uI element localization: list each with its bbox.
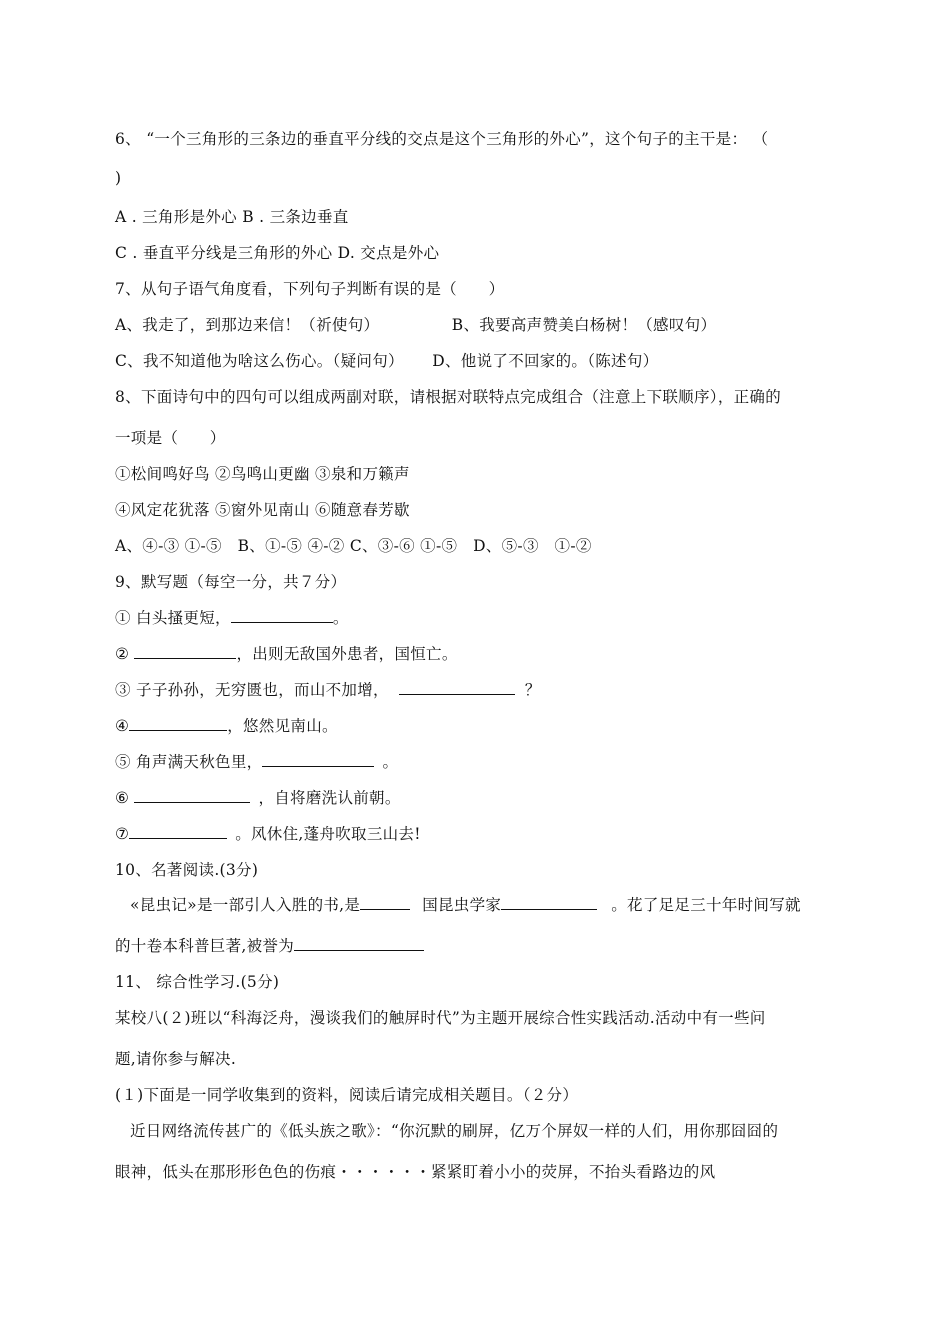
- q8-items-1: ①松间鸣好鸟 ②鸟鸣山更幽 ③泉和万籁声: [115, 465, 410, 483]
- q9-line-5: [115, 750, 398, 772]
- q7-option-d: D、他说了不回家的。（陈述句）: [432, 352, 659, 370]
- q11-paragraph-2: 题,请你参与解决.: [115, 1050, 237, 1068]
- q11-subquestion-1: (１)下面是一同学收集到的资料，阅读后请完成相关题目。（２分）: [115, 1086, 579, 1104]
- q9-line-3: [115, 678, 541, 700]
- q6-options-cd: C . 垂直平分线是三角形的外心 D. 交点是外心: [115, 244, 440, 262]
- q7-option-b: B、我要高声赞美白杨树！（感叹句）: [451, 316, 717, 334]
- q9-line-6-text: ⑥: [115, 789, 135, 807]
- q10-stem: 10、名著阅读.(3分): [115, 861, 259, 879]
- q9-line-2: [115, 642, 458, 664]
- q7-option-c: C、我不知道他为啥这么伤心。（疑问句）: [115, 352, 404, 370]
- q6-options-ab: A . 三角形是外心 B . 三条边垂直: [115, 208, 349, 226]
- q7-options-ab: [115, 313, 716, 335]
- q10-text-d: 的十卷本科普巨著,被誉为: [115, 937, 295, 955]
- answer-blank[interactable]: [501, 894, 597, 910]
- q9-line-6: [115, 786, 401, 808]
- q9-line-1: [115, 606, 349, 628]
- q9-line-1-end: 。: [332, 609, 349, 627]
- q6-stem-close: ): [115, 169, 122, 187]
- q9-stem: 9、默写题（每空一分，共７分）: [115, 573, 347, 591]
- q6-stem: 6、 “一个三角形的三条边的垂直平分线的交点是这个三角形的外心”，这个句子的主干是： （: [115, 130, 769, 148]
- answer-blank[interactable]: [360, 894, 410, 910]
- q9-line-2-text: ②: [115, 645, 135, 663]
- answer-blank[interactable]: [134, 787, 250, 803]
- q11-stem: 11、 综合性学习.(5分): [115, 973, 280, 991]
- q9-line-4: [115, 714, 338, 736]
- q10-text-b: 国昆虫学家: [422, 896, 502, 914]
- q10-paragraph-1: [130, 893, 801, 915]
- q11-reading-line-1: 近日网络流传甚广的《低头族之歌》：“你沉默的刷屏，亿万个屏奴一样的人们，用你那囧囧的: [130, 1122, 779, 1140]
- q8-stem-continued: 一项是（ ）: [115, 429, 226, 447]
- q9-line-4-text: ④: [115, 717, 130, 735]
- q10-paragraph-2: [115, 934, 424, 956]
- q9-line-3-end: ？: [524, 681, 541, 699]
- q9-line-6-end: ，自将磨洗认前朝。: [258, 789, 401, 807]
- q9-line-7-text: ⑦: [115, 825, 130, 843]
- q10-text-c: 。花了足足三十年时间写就: [611, 896, 801, 914]
- answer-blank[interactable]: [129, 823, 227, 839]
- answer-blank[interactable]: [134, 643, 236, 659]
- q9-line-5-end: 。: [382, 753, 399, 771]
- q8-stem: 8、下面诗句中的四句可以组成两副对联，请根据对联特点完成组合（注意上下联顺序），正确的: [115, 388, 782, 406]
- q8-options: A、④-③ ①-⑤ B、①-⑤ ④-② C、③-⑥ ①-⑤ D、⑤-③ ①-②: [115, 537, 592, 555]
- q7-stem: 7、从句子语气角度看，下列句子判断有误的是（ ）: [115, 280, 505, 298]
- q8-items-2: ④风定花犹落 ⑤窗外见南山 ⑥随意春芳歇: [115, 501, 410, 519]
- q9-line-5-text: ⑤ 角声满天秋色里，: [115, 753, 263, 771]
- answer-blank[interactable]: [399, 679, 515, 695]
- q9-line-2-end: ，出则无敌国外患者，国恒亡。: [236, 645, 458, 663]
- answer-blank[interactable]: [129, 715, 227, 731]
- q9-line-7: [115, 822, 421, 844]
- answer-blank[interactable]: [262, 751, 374, 767]
- answer-blank[interactable]: [294, 935, 424, 951]
- q7-options-cd: [115, 349, 658, 371]
- q9-line-4-end: ，悠然见南山。: [227, 717, 338, 735]
- q11-reading-line-2: 眼神，低头在那形形色色的伤痕・・・・・・紧紧盯着小小的荧屏，不抬头看路边的风: [115, 1163, 716, 1181]
- q9-line-3-text: ③ 子子孙孙，无穷匮也，而山不加增，: [115, 681, 389, 699]
- answer-blank[interactable]: [231, 607, 333, 623]
- q7-option-a: A、我走了，到那边来信！（祈使句）: [115, 316, 380, 334]
- q11-paragraph-1: 某校八(２)班以“科海泛舟，漫谈我们的触屏时代”为主题开展综合性实践活动.活动中有一些问: [115, 1009, 766, 1027]
- q9-line-7-end: 。风休住,蓬舟吹取三山去!: [235, 825, 421, 843]
- q10-text-a: «昆虫记»是一部引人入胜的书,是: [130, 896, 361, 914]
- q9-line-1-text: ① 白头搔更短，: [115, 609, 231, 627]
